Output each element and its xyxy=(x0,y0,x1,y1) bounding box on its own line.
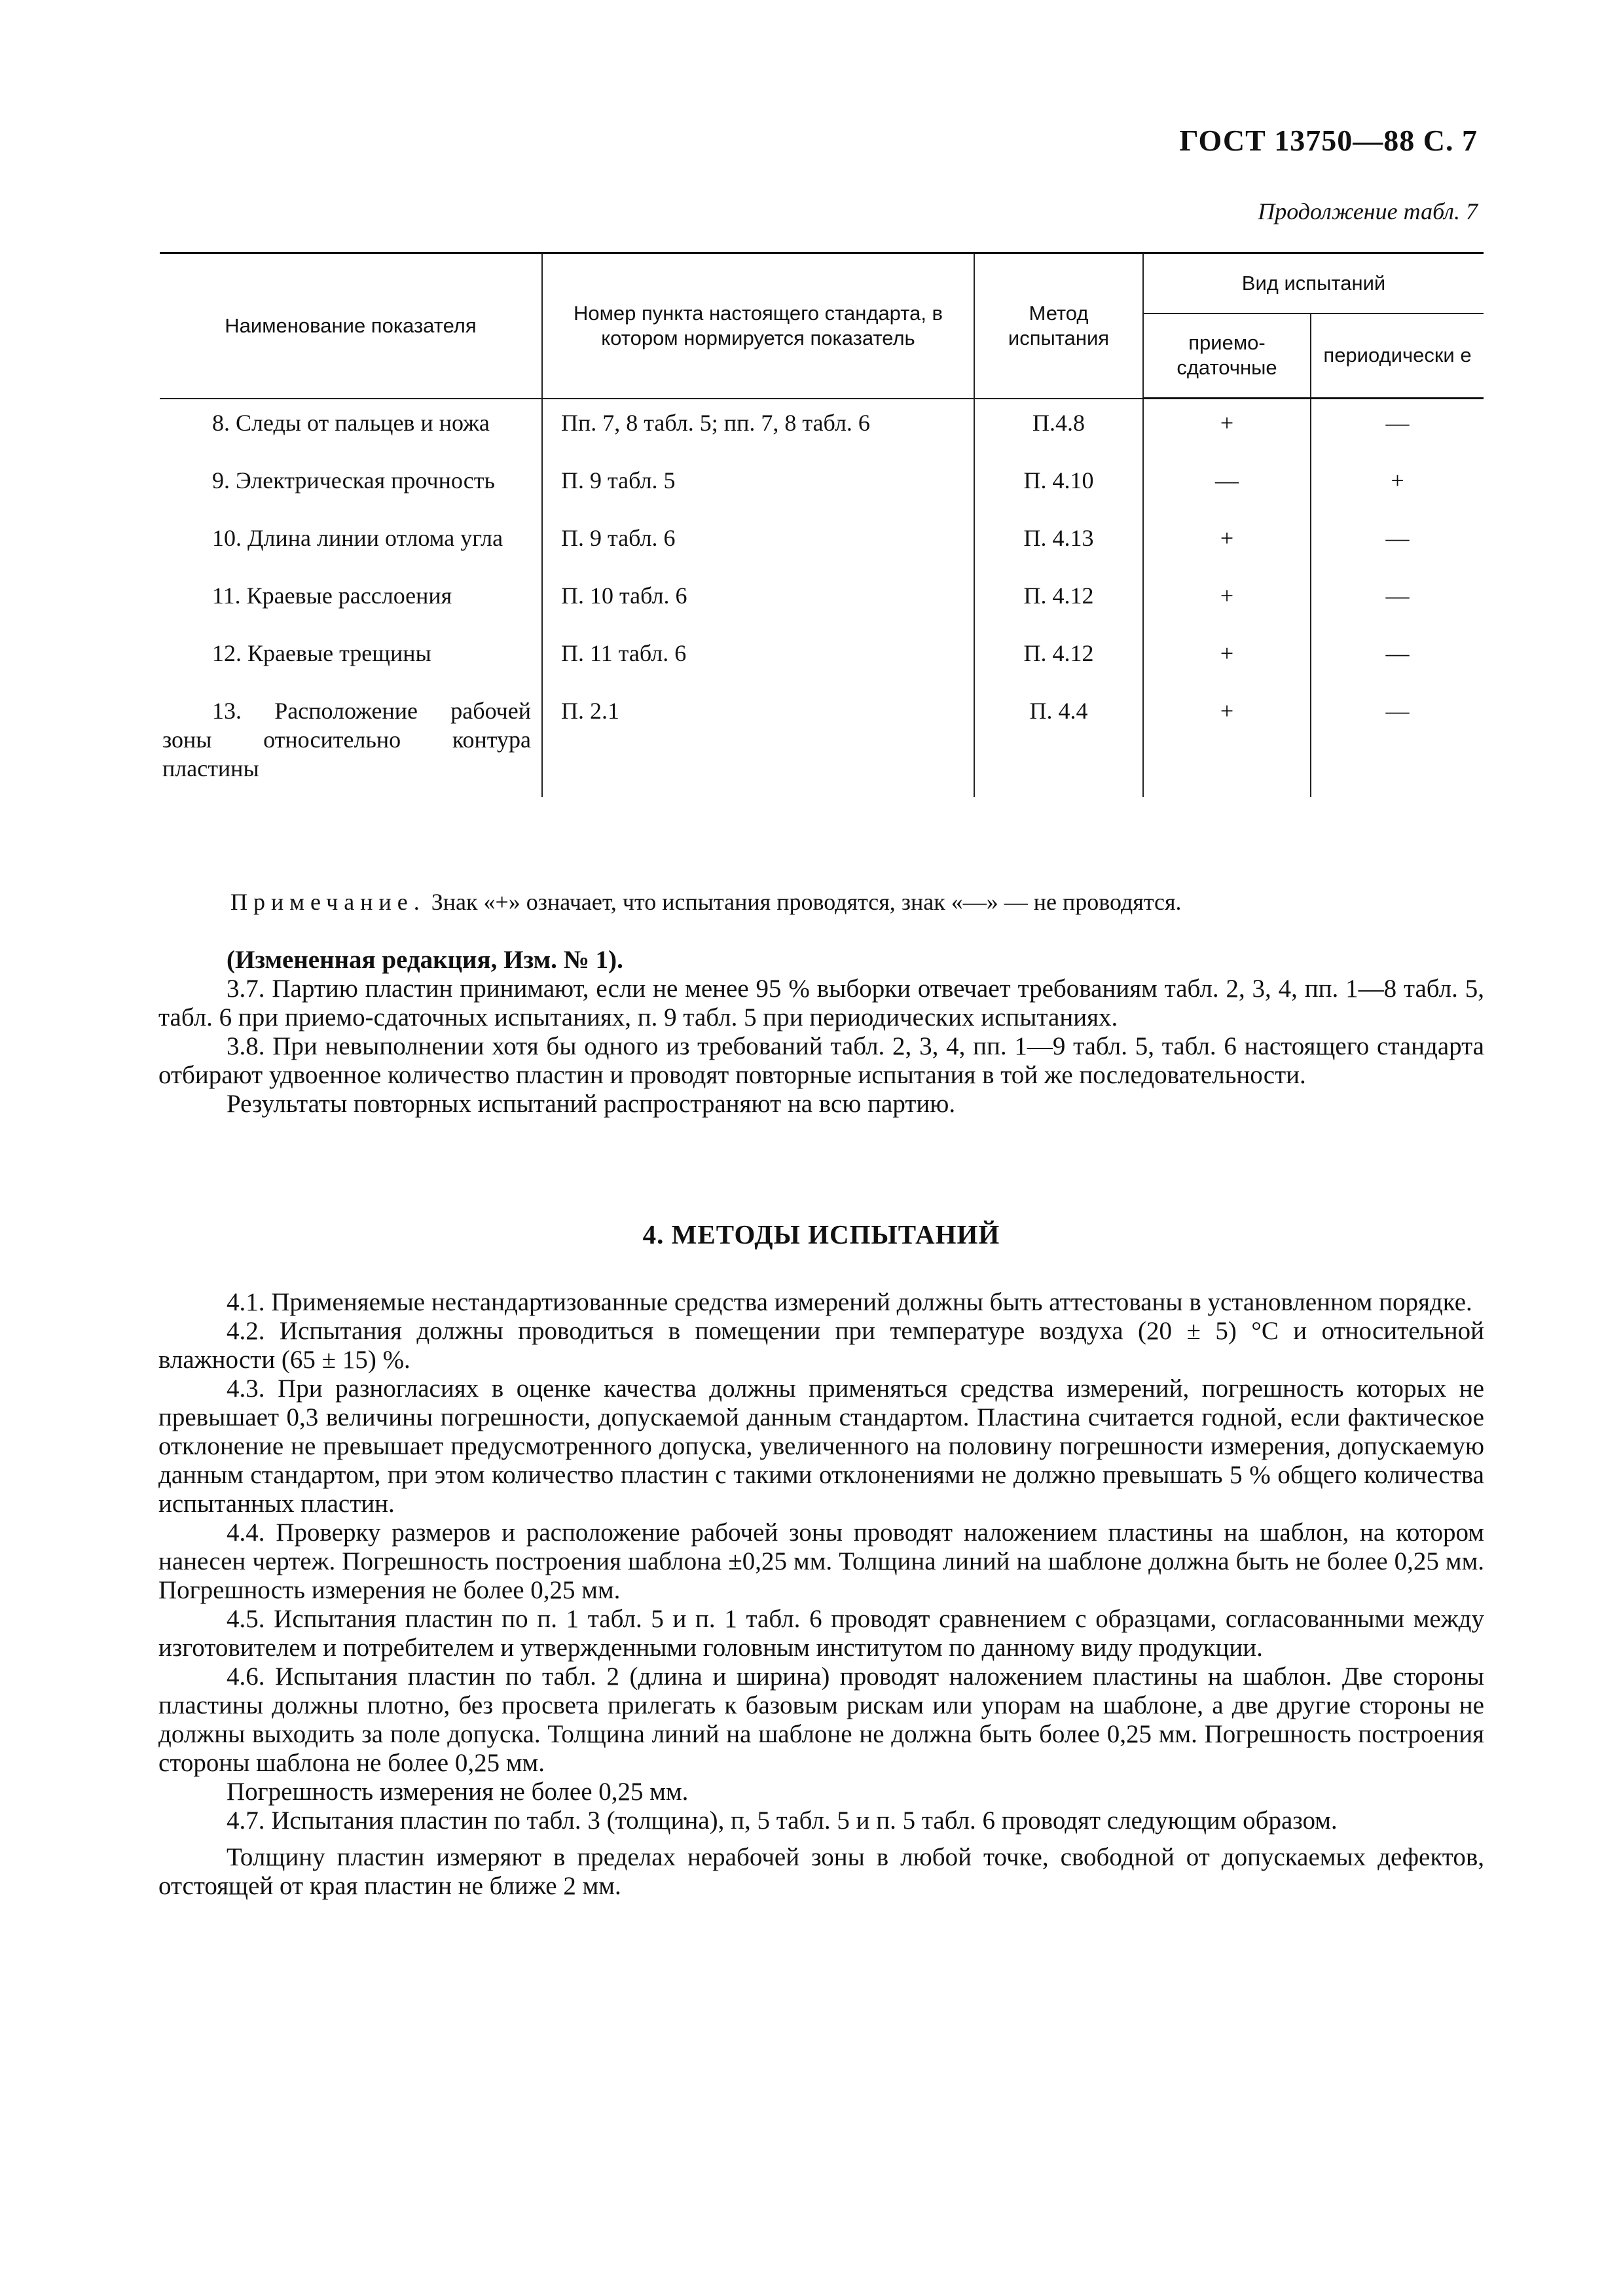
section-3-continuation xyxy=(158,946,1484,1119)
row-name: 10. Длина линии отлома угла xyxy=(160,514,542,572)
row-clause: Пп. 7, 8 табл. 5; пп. 7, 8 табл. 6 xyxy=(542,399,974,457)
column-header-periodic: периодически е xyxy=(1311,314,1484,399)
row-method: П. 4.13 xyxy=(974,514,1143,572)
row-name: 11. Краевые расслоения xyxy=(160,572,542,630)
paragraph-4-3: 4.3. При разногласиях в оценке качества должны применяться средства измерений, погрешность которых не превышает 0,3 величины погрешности, допускаемой данным стандартом. Пластина считается годной, если фактическое отклонение не превышает предусмотренного допуска, увеличенного на половину погрешности измерения, допускаемую данным стандартом, при этом количество пластин с такими отклонениями не должно превышать 5 % общего количества испытанных пластин. xyxy=(158,1374,1484,1518)
column-header-clause: Номер пункта настоящего стандарта, в котором нормируется показатель xyxy=(542,253,974,399)
table-row xyxy=(160,514,1484,572)
row-periodic: — xyxy=(1311,399,1484,457)
row-method: П. 4.10 xyxy=(974,457,1143,514)
row-acceptance: — xyxy=(1143,457,1311,514)
column-header-test-type: Вид испытаний xyxy=(1143,253,1484,314)
paragraph-4-6-accuracy: Погрешность измерения не более 0,25 мм. xyxy=(227,1778,689,1806)
column-header-name: Наименование показателя xyxy=(160,253,542,399)
row-method: П. 4.12 xyxy=(974,572,1143,630)
paragraph-3-8: 3.8. При невыполнении хотя бы одного из требований табл. 2, 3, 4, пп. 1—9 табл. 5, табл. 6 настоящего стандарта отбирают удвоенное количество пластин и проводят повторные испытания в той же последовательности. xyxy=(158,1032,1484,1089)
note-text: Знак «+» означает, что испытания проводятся, знак «—» — не проводятся. xyxy=(425,889,1182,915)
row-acceptance: + xyxy=(1143,514,1311,572)
table-note xyxy=(230,888,1182,916)
table-row xyxy=(160,399,1484,457)
row-method: П. 4.12 xyxy=(974,630,1143,687)
row-clause: П. 9 табл. 5 xyxy=(542,457,974,514)
table-row xyxy=(160,457,1484,514)
section-4-body xyxy=(158,1288,1484,1901)
row-clause: П. 9 табл. 6 xyxy=(542,514,974,572)
paragraph-3-7: 3.7. Партию пластин принимают, если не менее 95 % выборки отвечает требованиям табл. 2, 3, 4, пп. 1—8 табл. 5, табл. 6 при приемо-сдаточных испытаниях, п. 9 табл. 5 при периодических испытаниях. xyxy=(158,975,1484,1031)
paragraph-4-5: 4.5. Испытания пластин по п. 1 табл. 5 и п. 1 табл. 6 проводят сравнением с образцами, согласованными между изготовителем и потребителем и утвержденными головным институтом по данному виду продукции. xyxy=(158,1605,1484,1662)
row-periodic: + xyxy=(1311,457,1484,514)
note-label: Примечание. xyxy=(230,889,426,915)
row-clause: П. 11 табл. 6 xyxy=(542,630,974,687)
amendment-note: (Измененная редакция, Изм. № 1). xyxy=(227,946,623,974)
paragraph-4-7: 4.7. Испытания пластин по табл. 3 (толщина), п, 5 табл. 5 и п. 5 табл. 6 проводят следующим образом. xyxy=(227,1806,1338,1835)
paragraph-4-2: 4.2. Испытания должны проводиться в помещении при температуре воздуха (20 ± 5) °С и относительной влажности (65 ± 15) %. xyxy=(158,1317,1484,1374)
table-row xyxy=(160,687,1484,797)
row-periodic: — xyxy=(1311,630,1484,687)
column-header-method: Метод испытания xyxy=(974,253,1143,399)
row-method: П. 4.4 xyxy=(974,687,1143,797)
row-periodic: — xyxy=(1311,514,1484,572)
row-name: 12. Краевые трещины xyxy=(160,630,542,687)
row-clause: П. 2.1 xyxy=(542,687,974,797)
table-caption: Продолжение табл. 7 xyxy=(1258,198,1478,224)
row-acceptance: + xyxy=(1143,687,1311,797)
paragraph-4-6: 4.6. Испытания пластин по табл. 2 (длина и ширина) проводят наложением пластины на шаблон. Две стороны пластины должны плотно, без просвета прилегать к базовым рискам или упорам на шаблоне, а две другие стороны не должны выходить за поле допуска. Толщина линий на шаблоне не должна быть более 0,25 мм. Погрешность построения стороны шаблона не более 0,25 мм. xyxy=(158,1662,1484,1777)
table-row xyxy=(160,572,1484,630)
table-row xyxy=(160,630,1484,687)
row-periodic: — xyxy=(1311,687,1484,797)
page-header: ГОСТ 13750—88 С. 7 xyxy=(1179,124,1478,157)
paragraph-4-1: 4.1. Применяемые нестандартизованные средства измерений должны быть аттестованы в установленном порядке. xyxy=(227,1288,1472,1316)
section-4-title: 4. МЕТОДЫ ИСПЫТАНИЙ xyxy=(642,1219,1000,1249)
row-periodic: — xyxy=(1311,572,1484,630)
row-name: 8. Следы от пальцев и ножа xyxy=(160,399,542,457)
row-clause: П. 10 табл. 6 xyxy=(542,572,974,630)
row-name: 13. Расположение рабочей зоны относительно контура пластины xyxy=(160,687,542,797)
row-acceptance: + xyxy=(1143,630,1311,687)
row-acceptance: + xyxy=(1143,399,1311,457)
paragraph-4-4: 4.4. Проверку размеров и расположение рабочей зоны проводят наложением пластины на шаблон, на котором нанесен чертеж. Погрешность построения шаблона ±0,25 мм. Толщина линий на шаблоне должна быть не более 0,25 мм. Погрешность измерения не более 0,25 мм. xyxy=(158,1518,1484,1604)
row-acceptance: + xyxy=(1143,572,1311,630)
tests-table xyxy=(160,252,1484,797)
row-name: 9. Электрическая прочность xyxy=(160,457,542,514)
row-method: П.4.8 xyxy=(974,399,1143,457)
column-header-acceptance: приемо-сдаточные xyxy=(1143,314,1311,399)
paragraph-4-7-thickness: Толщину пластин измеряют в пределах нерабочей зоны в любой точке, свободной от допускаемых дефектов, отстоящей от края пластин не ближе 2 мм. xyxy=(158,1843,1484,1900)
paragraph-3-8-results: Результаты повторных испытаний распространяют на всю партию. xyxy=(227,1090,956,1118)
